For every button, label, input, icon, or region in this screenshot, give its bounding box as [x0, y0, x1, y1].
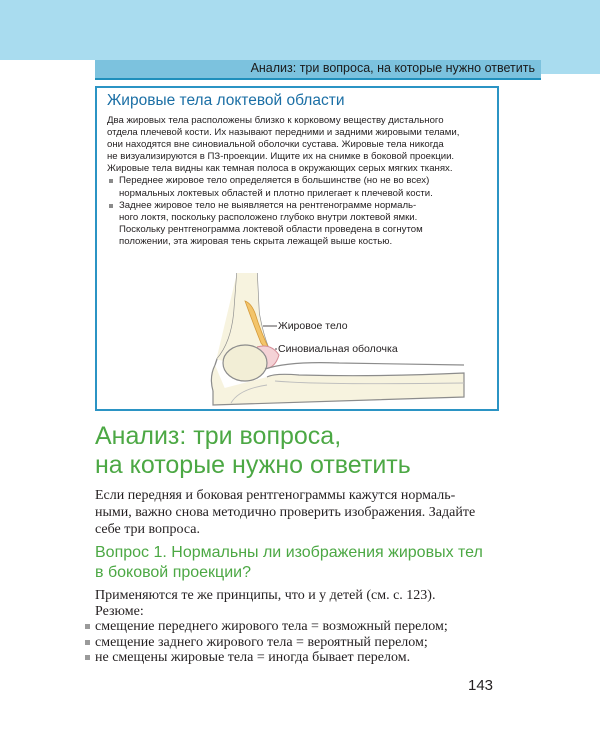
- paragraph-line: Жировые тела видны как темная полоса в окружающих серых мягких тканях.: [107, 163, 453, 175]
- question-heading-line: Вопрос 1. Нормальны ли изображения жировых тел: [95, 544, 483, 561]
- paragraph-line: отдела плечевой кости. Их называют передними и задними жировыми телами,: [107, 127, 460, 139]
- elbow-illustration: [179, 273, 479, 408]
- summary-item-text: смещение переднего жирового тела = возможный перелом;: [95, 619, 448, 634]
- intro-line: себе три вопроса.: [95, 522, 200, 537]
- bullet-line: Переднее жировое тело определяется в большинстве (но не во всех): [119, 175, 430, 187]
- question-1-heading: [95, 543, 483, 583]
- section-heading-line: на которые нужно ответить: [95, 451, 411, 479]
- synovium-label: Синовиальная оболочка: [278, 343, 398, 355]
- summary-item: [95, 635, 495, 651]
- running-header-bar: [95, 60, 541, 80]
- elbow-drawing: [179, 273, 479, 408]
- square-bullet-icon: [85, 624, 90, 629]
- fat-pad-label: Жировое тело: [278, 320, 348, 332]
- bullet-line: ного локтя, поскольку расположено глубоко внутри локтевой ямки.: [119, 211, 418, 223]
- fat-pads-info-box: [95, 86, 499, 411]
- info-box-paragraph: [107, 115, 487, 175]
- info-box-title: Жировые тела локтевой области: [107, 92, 345, 109]
- summary-item-text: смещение заднего жирового тела = вероятный перелом;: [95, 634, 428, 650]
- question-1-text: Применяются те же принципы, что и у детей (см. с. 123).: [95, 588, 436, 603]
- paragraph-line: они находятся вне синовиальной оболочки сустава. Жировые тела никогда: [107, 139, 444, 151]
- summary-item: [95, 650, 495, 666]
- intro-line: ными, важно снова методично проверить изображения. Задайте: [95, 505, 476, 520]
- humerus-condyle: [223, 345, 267, 381]
- top-color-band: [0, 0, 541, 60]
- running-header-title: Анализ: три вопроса, на которые нужно ответить: [250, 61, 535, 75]
- page-number: 143: [468, 677, 494, 694]
- intro-paragraph: [95, 487, 495, 538]
- bullet-line: положении, эта жировая тень скрыта лежащей выше костью.: [119, 235, 393, 247]
- bullet-line: Заднее жировое тело не выявляется на рентгенограмме нормаль-: [119, 199, 417, 211]
- paragraph-line: Два жировых тела расположены близко к корковому веществу дистального: [107, 115, 444, 126]
- radius-edge: [265, 363, 464, 369]
- section-heading-line: Анализ: три вопроса,: [95, 422, 342, 450]
- square-bullet-icon: [85, 640, 90, 645]
- question-1-body: [95, 588, 495, 666]
- square-bullet-icon: [85, 655, 90, 660]
- bullet-item: [107, 200, 487, 248]
- summary-item-text: не смещены жировые тела = иногда бывает перелом.: [95, 650, 411, 665]
- question-heading-line: в боковой проекции?: [95, 564, 251, 581]
- summary-list: [95, 619, 495, 666]
- summary-item: [95, 619, 495, 635]
- paragraph-line: не визуализируются в ПЗ-проекции. Ищите их на снимке в боковой проекции.: [107, 151, 455, 163]
- bullet-line: Поскольку рентгенограмма локтевой области проведена в согнутом: [119, 223, 423, 235]
- info-box-body: [107, 115, 487, 248]
- square-bullet-icon: [109, 179, 113, 183]
- bullet-item: [107, 175, 487, 199]
- intro-line: Если передняя и боковая рентгенограммы кажутся нормаль-: [95, 488, 456, 503]
- bullet-line: нормальных локтевых областей и плотно прилегает к плечевой кости.: [119, 187, 433, 199]
- side-color-band: [541, 0, 600, 74]
- square-bullet-icon: [109, 204, 113, 208]
- section-heading: [95, 422, 411, 480]
- info-box-bullet-list: [107, 175, 487, 248]
- summary-label: Резюме:: [95, 603, 144, 619]
